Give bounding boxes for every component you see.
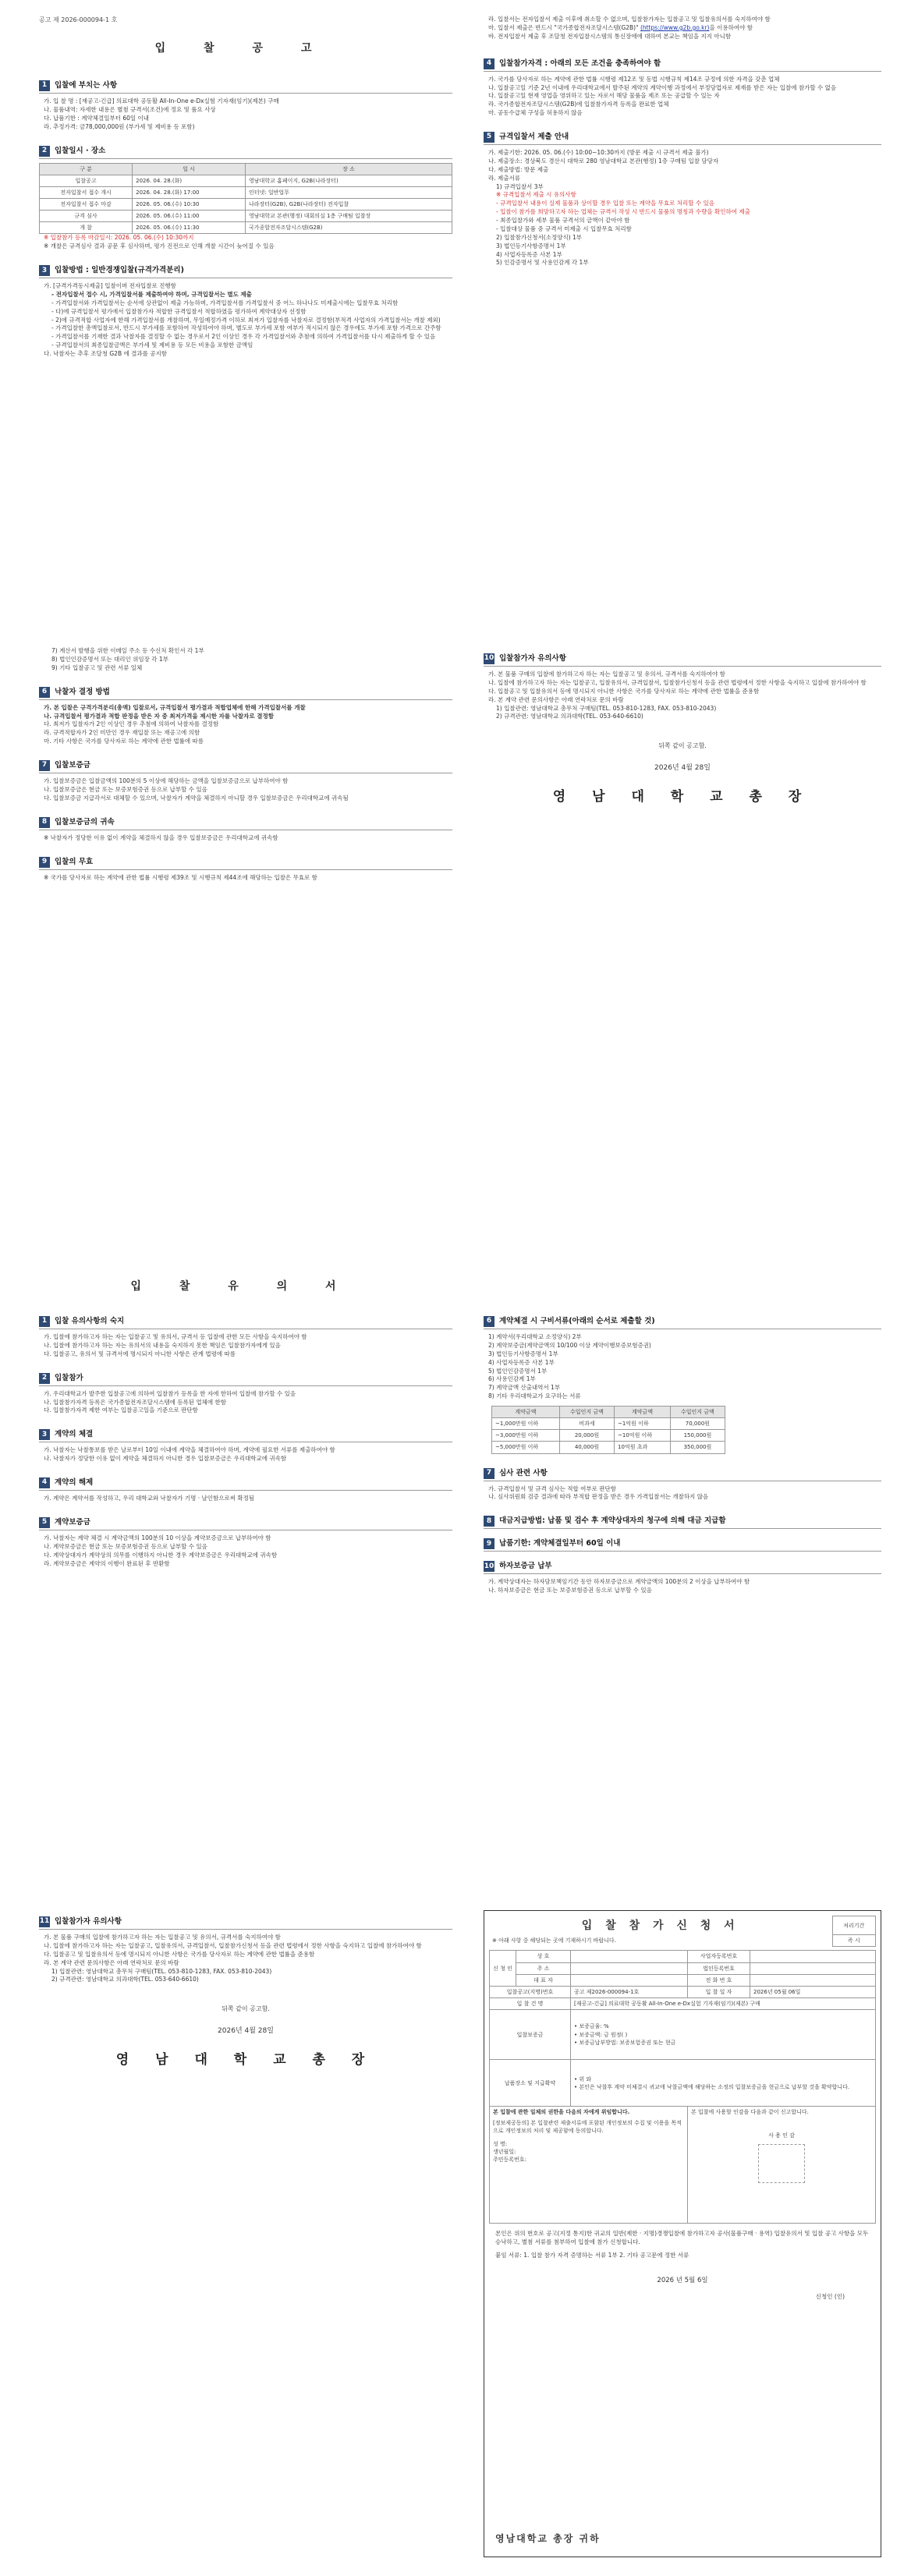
section-3-line: 다. 낙찰자는 추후 조달청 G2B 에 결과를 공지함: [44, 350, 167, 358]
guide-section-4-header: 4 계약의 해제: [39, 1477, 452, 1491]
processing-value: 즉 시: [832, 1935, 876, 1947]
guide-line: 나. 계약보증금은 현금 또는 보증보험증권 등으로 납부할 수 있음: [44, 1542, 207, 1550]
section-2-header: 2 입찰일시 · 장소: [39, 146, 452, 159]
section-10-line: 가. 본 물품 구매의 입찰에 참가하고자 하는 자는 입찰공고 및 유의서, 규격서를 숙지하여야 함: [488, 671, 725, 678]
section-5-line: 라. 제출서류: [488, 174, 520, 182]
bid-name-label: 입 찰 건 명: [490, 1998, 571, 2010]
section-7-line: 나. 입찰보증금은 현금 또는 보증보험증권 등으로 납부할 수 있음: [44, 785, 207, 793]
agent-id[interactable]: 주민등록번호:: [493, 2156, 526, 2163]
notice-title: 입 찰 공 고: [154, 42, 329, 55]
section-5-line: - 입찰이 참가를 희망하고자 하는 업체는 규격서 작성 시 반드시 물품의 명칭과 수량을 확인하여 제출: [496, 208, 750, 216]
section-1-line: 가. 입 찰 명 : [재공고-긴급] 의료대학 공동활 All-In-One e-Dx실험 기자재(임기)(제본) 구매: [44, 97, 279, 104]
section-7-line: 가. 입찰보증금은 입찰금액의 100분의 5 이상에 해당하는 금액을 입찰보증금으로 납부하여야 함: [44, 777, 289, 784]
section-5-line: 1) 규격입찰서 3부: [496, 182, 544, 190]
guide-line: 나. 입찰에 참가하고자 하는 자는 입찰공고, 입찰유의서, 규격입찰서, 입찰참가신청서 등을 관련 법령에서 정한 사항을 숙지하고 입찰에 참가하여야 함: [44, 1941, 422, 1949]
stamp-header: 계약금액: [492, 1407, 560, 1418]
notice-right-column: [484, 16, 881, 267]
table-row: 입찰공고 2026. 04. 28.(화) 영남대학교 홈페이지, G2B(나라장터): [40, 175, 452, 186]
section-3-header: 3 입찰방법 : 일반경쟁입찰(규격가격분리): [39, 265, 452, 278]
applicant-table: [489, 1950, 876, 2224]
table-row: ~5,000만원 이하 40,000원 10억원 초과 350,000원: [492, 1442, 725, 1453]
table-row: ~3,000만원 이하 20,000원 ~10억원 이하 150,000원: [492, 1430, 725, 1442]
section-1-line: 다. 납품기한 : 계약체결일부터 60일 이내: [44, 114, 150, 122]
section-3-line: - 가격입찰한 총액입찰로서, 반드시 부가세를 포함하여 작성하여야 하며, 별도로 부가세 포함 여부가 적시되지 않은 경우에도 부가세 포함 가격으로 간주함: [51, 324, 441, 332]
application-body: 본인은 위의 번호로 공고(지정 통지)한 귀교의 일반(제한 · 지명)경쟁입찰에 참가하고자 공사(물품구매 · 용역) 입찰유의서 및 입찰 공고 사항을 모두 승낙하고, 별첨 서류를 첨부하여 입찰에 참가 신청합니다.: [495, 2230, 869, 2246]
bid-date-value: 2026년 05월 06일: [750, 1986, 876, 1997]
table-row: [490, 2010, 876, 2060]
seal-box[interactable]: [758, 2144, 805, 2183]
guide-line: 나. 입찰참가자격 등록은 국가종합전자조달시스템에 등록된 업체에 한함: [44, 1398, 227, 1406]
guide-line: 라. 본 계약 관련 문의사항은 아래 연락처로 문의 바람: [44, 1959, 179, 1966]
phone-field[interactable]: [750, 1974, 876, 1986]
section-5-continued: 9) 기타 입찰공고 및 관련 서류 일체: [51, 663, 143, 671]
schedule-note: ※ 입찰참가 등록 마감일시: 2026. 05. 06.(수) 10:30까지: [44, 234, 194, 242]
guide-line: 가. 규격입찰서 및 규격 심사는 적합 여부로 판단함: [488, 1484, 616, 1492]
section-4-line: 가. 국가를 당사자로 하는 계약에 관한 법률 시행령 제12조 및 동법 시행규칙 제14조 규정에 의한 자격을 갖춘 업체: [488, 75, 780, 83]
table-row: 개 찰 2026. 05. 06.(수) 11:30 국가종합전자조달시스템(G2B): [40, 222, 452, 234]
guide-line: 2) 규격관련: 영남대학교 의과대학(TEL. 053-640-6610): [51, 1976, 199, 1983]
agent-name[interactable]: 성 명:: [493, 2140, 508, 2147]
table-row: 전자입찰서 접수 마감 2026. 05. 06.(수) 10:30 나라장터(G2B), G2B(나라장터) 전자입찰: [40, 198, 452, 210]
section-3-line: - 다)에 규격입찰서 평가에서 입찰참가자 적합한 규격입찰서 적합하였을 평가하여 계약대상자 선정함: [51, 307, 307, 315]
schedule-header: 일 시: [133, 163, 246, 175]
deposit-method: • 보증금납부방법: 보증보험증권 또는 현금: [574, 2039, 676, 2046]
section-9-header: 9 입찰의 무효: [39, 857, 452, 870]
delegation-title: 본 입찰에 관한 일체의 권한을 다음의 자에게 위임합니다.: [493, 2109, 630, 2116]
schedule-header: 구 분: [40, 163, 133, 175]
application-form: [484, 1910, 881, 2557]
notice-left-column: [39, 74, 452, 359]
table-row: 납품장소 및 지급확약 • 위 와 • 본인은 낙찰후 계약 미체결시 귀교에 낙찰금액에 해당하는 소정의 입찰보증금을 현금으로 납부할 것을 확약합니다.: [490, 2060, 876, 2107]
guide-org: 영 남 대 학 교 총 장: [115, 2051, 376, 2068]
notice-page-2: [0, 647, 911, 1240]
guide-title: 입 찰 유 의 서: [130, 1280, 353, 1293]
guide-closing: 뒤쪽 같이 공고함.: [222, 2005, 270, 2013]
guide-section-6-header: 6 계약체결 시 구비서류(아래의 순서로 제출할 것): [484, 1316, 881, 1329]
closing-text: 뒤쪽 같이 공고함.: [658, 742, 707, 750]
section-5-line: - 규격입찰서 내용이 실제 물품과 상이할 경우 입찰 또는 계약을 무효로 처리할 수 있음: [496, 200, 715, 207]
section-5-continued: 7) 계산서 발행을 위한 이메일 주소 등 수신처 확인서 각 1부: [51, 647, 204, 654]
guide-line: 나. 낙찰자가 정당한 이유 없이 계약을 체결하지 아니한 경우 입찰보증금은 우리대학교에 귀속함: [44, 1455, 287, 1463]
guide-line: 가. 낙찰자는 계약 체결 시 계약금액의 100분의 10 이상을 계약보증금으로 납부하여야 함: [44, 1534, 271, 1541]
notice-number-label: 입찰공고(지명)번호: [490, 1986, 571, 1997]
table-row: 대 표 자 전 화 번 호: [490, 1974, 876, 1986]
section-3-line: - 규격입찰서의 최종입찰금액은 부가세 및 제비용 등 모든 비용을 포함한 금액임: [51, 341, 253, 349]
guide-section-11-header: 11 입찰참가자 유의사항: [39, 1916, 452, 1930]
guide-line: 다. 입찰공고 및 입찰유의서 등에 명시되지 아니한 사항은 국가를 당사자로 하는 계약에 관한 법률을 준용함: [44, 1950, 315, 1958]
representative-field[interactable]: [571, 1974, 688, 1986]
table-row: 전자입찰서 접수 개시 2026. 04. 28.(화) 17:00 인터넷: 일반업무: [40, 186, 452, 198]
schedule-note: ※ 개찰은 규격심사 결과 공문 후 심사하며, 평가 진전으로 인해 개찰 시간이 늦어질 수 있음: [44, 242, 275, 250]
guide-section-10-header: 10 하자보증금 납부: [484, 1561, 881, 1574]
notice-right-column-2: [484, 647, 881, 807]
table-row: ~1,000만원 이하 비과세 ~1억원 이하 70,000원: [492, 1418, 725, 1430]
deposit-label: 입찰보증금: [490, 2010, 571, 2060]
section-4-line: 나. 입찰공고일 기준 2년 이내에 우리대학교에서 발주된 계약의 계약이행 과정에서 부정당업자로 제재를 받은 자는 입찰에 참가할 수 없음: [488, 83, 837, 91]
attachments: 붙임 서류: 1. 입찰 참가 자격 증명하는 서류 1부 2. 기타 공고문에 정한 서류: [495, 2251, 689, 2259]
right-intro-line: 바. 전자입찰서 제출 후 조달청 전자입찰시스템의 통신장애에 대하여 본교는 책임을 지지 아니함: [488, 32, 732, 40]
seal-label: 사 용 인 감: [768, 2132, 795, 2139]
guide-line: 8) 기타 우리대학교가 요구하는 서류: [488, 1392, 581, 1400]
guide-line: 1) 입찰관련: 영남대학교 총무처 구매팀(TEL. 053-810-1283, FAX. 053-810-2043): [51, 1967, 272, 1975]
corp-number-field[interactable]: [750, 1962, 876, 1974]
guide-section-9-header: 9 납품기한: 계약체결일부터 60일 이내: [484, 1538, 881, 1552]
guide-line: 라. 계약보증금은 계약의 이행이 완료된 후 반환함: [44, 1559, 170, 1567]
notice-date: 2026년 4월 28일: [654, 763, 711, 772]
form-footer: 영남대학교 총장 귀하: [495, 2532, 601, 2544]
guide-line: 다. 계약상대자가 계약상의 의무를 이행하지 아니한 경우 계약보증금은 우리대학교에 귀속함: [44, 1551, 278, 1559]
guide-section-8-header: 8 대금지급방법: 납품 및 검수 후 계약상대자의 청구에 의해 대금 지급함: [484, 1516, 881, 1529]
guide-line: 다. 입찰공고, 유의서 및 규격서에 명시되지 아니한 사항은 관계 법령에 따름: [44, 1350, 236, 1357]
section-3-line: - 2)에 규격적합 사업자에 한해 가격입찰서를 개찰하며, 무일예정가격 이하로 최저가 입찰자를 낙찰자로 결정함(부적격 사업자의 가격입찰서는 개찰 제외): [51, 316, 441, 324]
processing-label: 처리기간: [832, 1916, 876, 1935]
section-3-line: - 가격입찰서와 가격입찰서는 순서에 상관없이 제출 가능하며, 가격입찰서를 가격입찰서 중 어느 하나나도 미제출시에는 입찰무효 처리함: [51, 299, 399, 306]
guide-line: 나. 입찰에 참가하고자 하는 자는 유의서의 내용을 숙지하지 못한 책임은 입찰참가자에게 있음: [44, 1341, 281, 1349]
guide-right-column: [484, 1310, 881, 1595]
section-10-line: 다. 입찰공고 및 입찰유의서 등에 명시되지 아니한 사항은 국가를 당사자로 하는 계약에 관한 법률을 준용함: [488, 687, 760, 695]
address-field[interactable]: [571, 1962, 688, 1974]
section-4-line: 다. 입찰공고일 현재 영업을 영위하고 있는 자로서 해당 물품을 제조 또는 공급할 수 있는 자: [488, 92, 720, 100]
section-10-header: 10 입찰참가자 유의사항: [484, 653, 881, 667]
table-row: 본 입찰에 관한 일체의 권한을 다음의 자에게 위임합니다. [정보제공동의] 본 입찰관련 제출서류에 포함된 개인정보의 수집 및 이용을 목적으로 개인정보의 처리 및 제공함에 동의합니다. 성 명: 생년월일: 주민등록번호: 본 입찰에 사용할 인감을 다음과 같이 신고합니다. 사 용 인 감: [490, 2107, 876, 2224]
form-note: ※ 아래 사항 중 해당되는 곳에 기재하시기 바랍니다.: [492, 1937, 616, 1944]
stamp-header: 계약금액: [615, 1407, 671, 1418]
guide-date: 2026년 4월 28일: [218, 2026, 274, 2035]
section-10-line: 2) 규격관련: 영남대학교 의과대학(TEL. 053-640-6610): [496, 713, 643, 720]
guide-line: 6) 사용인감계 1부: [488, 1375, 536, 1383]
section-9-line: ※ 국가를 당사자로 하는 계약에 관한 법률 시행령 제39조 및 시행규칙 제44조에 해당하는 입찰은 무효로 함: [44, 873, 317, 881]
section-5-line: - 입찰대상 물품 중 규격서 미제출 시 입찰무효 처리함: [496, 225, 632, 232]
section-5-line: 2) 입찰참가신청서(소정양식) 1부: [496, 233, 583, 241]
section-8-line: ※ 낙찰자가 정당한 이유 없이 계약을 체결하지 않을 경우 입찰보증금은 우리대학교에 귀속함: [44, 833, 278, 841]
guide-line: 5) 법인인감증명서 1부: [488, 1367, 548, 1375]
guide-section-3-header: 3 계약의 체결: [39, 1429, 452, 1442]
section-5-line: 가. 제출기한: 2026. 05. 06.(수) 10:00~10:30까지 (방문 제출 시 규격서 제출 불가): [488, 149, 709, 156]
section-10-line: 1) 입찰관련: 영남대학교 총무처 구매팀(TEL. 053-810-1283, FAX. 053-810-2043): [496, 704, 717, 712]
section-7-line: 다. 입찰보증금 지급각서로 대체할 수 있으며, 낙찰자가 계약을 체결하지 아니할 경우 입찰보증금은 우리대학교에 귀속됨: [44, 794, 349, 801]
guide-line: 다. 입찰참가자격 제한 여부는 입찰공고일을 기준으로 판단함: [44, 1407, 198, 1414]
right-intro-line: 마. 입찰서 제출은 반드시 "국가종합전자조달시스템(G2B)" (https://www.g2b.go.kr)을 이용하여야 함: [488, 23, 753, 31]
section-6-line: 마. 기타 사항은 국가를 당사자로 하는 계약에 관한 법률에 따름: [44, 738, 204, 745]
section-1-line: 라. 추정가격: 금78,000,000원 (부가세 및 제비용 등 포함): [44, 122, 195, 130]
schedule-table: [39, 163, 452, 235]
company-name-field[interactable]: [571, 1951, 688, 1962]
guide-line: 가. 본 물품 구매의 입찰에 참가하고자 하는 자는 입찰공고 및 유의서, 규격서를 숙지하여야 함: [44, 1934, 281, 1941]
agent-birth[interactable]: 생년월일:: [493, 2148, 516, 2155]
section-4-line: 라. 국가종합전자조달시스템(G2B)에 입찰참가자격 등록을 완료한 업체: [488, 101, 669, 108]
section-5-line: 나. 제출장소: 경상북도 경산시 대학로 280 영남대학교 본관(행정) 1층 구매팀 입찰 담당자: [488, 157, 719, 165]
stamp-header: 수입인지 금액: [670, 1407, 725, 1418]
section-4-header: 4 입찰참가자격 : 아래의 모든 조건을 충족하여야 함: [484, 58, 881, 72]
right-intro-line: 라. 입찰서는 전자입찰서 제출 이후에 취소할 수 없으며, 입찰참가자는 입찰공고 및 입찰유의서를 숙지하여야 함: [488, 16, 771, 23]
guide-left-column-2: [39, 1910, 452, 2070]
bid-date-label: 입 찰 일 자: [688, 1986, 750, 1997]
section-5-line: - 최종입찰가와 세부 물품 규격서의 금액이 같아야 함: [496, 217, 630, 224]
notice-left-column-2: [39, 647, 452, 882]
section-7-header: 7 입찰보증금: [39, 760, 452, 773]
guide-section-7-header: 7 심사 관련 사항: [484, 1468, 881, 1481]
table-row: 규격 심사 2026. 05. 06.(수) 11:00 영남대학교 본관(행정) 대회의실 1층 구매팀 입찰장: [40, 211, 452, 222]
section-8-header: 8 입찰보증금의 귀속: [39, 817, 452, 830]
guide-left-column: [39, 1310, 452, 1568]
bid-name-value: [재공고-긴급] 의료대학 공동활 All-In-One e-Dx실험 기자재(임기)(제본) 구매: [571, 1998, 876, 2010]
section-6-line: 라. 규격적합자가 2인 미만인 경우 재입찰 또는 재공고에 의함: [44, 729, 200, 737]
section-5-line: 5) 인감증명서 및 사용인감계 각 1부: [496, 259, 589, 267]
guide-line: 나. 심사위원회 검증 결과에 따라 부적합 판정을 받은 경우 가격입찰서는 개찰하지 않음: [488, 1493, 709, 1501]
section-6-line: 나. 규격입찰서 평가결과 적합 판정을 받은 자 중 최저가격을 제시한 자를 낙찰자로 결정함: [44, 712, 274, 720]
notice-number-value: 공고 제2026-000094-1호: [571, 1986, 688, 1997]
guide-line: 3) 법인등기사항증명서 1부: [488, 1350, 558, 1357]
section-10-line: 라. 본 계약 관련 문의사항은 아래 연락처로 문의 바람: [488, 695, 624, 703]
section-5-header: 5 규격입찰서 제출 안내: [484, 132, 881, 145]
guide-line: 나. 하자보증금은 현금 또는 보증보험증권 등으로 납부할 수 있음: [488, 1587, 652, 1594]
guide-line: 가. 입찰에 참가하고자 하는 자는 입찰공고 및 유의서, 규격서 등 입찰에 관한 모든 사항을 숙지하여야 함: [44, 1333, 307, 1340]
guide-line: 7) 계약금액 산출내역서 1부: [488, 1384, 561, 1392]
form-header-table: [489, 1916, 876, 1947]
section-4-line: 마. 공동수급체 구성을 허용하지 않음: [488, 109, 583, 117]
guide-line: 가. 계약상대자는 하자담보책임기간 동안 하자보증금으로 계약금액의 100분의 2 이상을 납부하여야 함: [488, 1578, 750, 1586]
section-5-line: 다. 제출방법: 방문 제출: [488, 165, 549, 173]
notice-org: 영 남 대 학 교 총 장: [552, 788, 813, 805]
table-row: [490, 1998, 876, 2010]
guide-page: [0, 1263, 911, 1887]
section-3-line: - 전자입찰서 접수 시, 가격입찰서를 제출하여야 하며, 규격입찰서는 별도 제출: [51, 290, 252, 298]
applicant-label: 신 청 인: [490, 1951, 516, 1986]
guide-section-5-header: 5 계약보증금: [39, 1517, 452, 1530]
guide-line: 2) 계약보증금(계약금액의 10/100 이상 계약이행보증보험증권): [488, 1341, 651, 1349]
guide-section-2-header: 2 입찰참가: [39, 1373, 452, 1386]
guide-line: 4) 사업자등록증 사본 1부: [488, 1358, 555, 1366]
stamp-duty-table: [491, 1406, 725, 1454]
section-1-header: 1 입찰에 부치는 사항: [39, 80, 452, 94]
delivery-label: 납품장소 및 지급확약: [490, 2060, 571, 2107]
section-3-line: 가. [규격가격동시제출] 입찰이며 전자입찰로 진행함: [44, 282, 176, 290]
guide-line: 가. 낙찰자는 낙찰통보를 받은 날로부터 10일 이내에 계약을 체결하여야 하며, 계약에 필요한 서류를 제출하여야 함: [44, 1446, 335, 1454]
guide-section-1-header: 1 입찰 유의사항의 숙지: [39, 1316, 452, 1329]
schedule-header: 장 소: [246, 163, 452, 175]
table-row: [490, 1986, 876, 1997]
table-row: 주 소 법인등록번호: [490, 1962, 876, 1974]
section-5-continued: 8) 법인인감증명서 또는 대리인 위임장 각 1부: [51, 655, 168, 663]
section-1-line: 나. 물품내역: 자세한 내용은 별첨 규격서(조건)에 정요 및 품요 사상: [44, 105, 216, 113]
stamp-header: 수입인지 금액: [559, 1407, 614, 1418]
guide-line: 가. 계약은 계약서를 작성하고, 우리 대학교와 낙찰자가 기명 · 날인함으로써 확정됨: [44, 1495, 255, 1502]
form-title: 입 찰 참 가 신 청 서: [581, 1919, 739, 1932]
section-5-line: 3) 법인등기사항증명서 1부: [496, 242, 566, 249]
deposit-amount: • 보증금액: 금 원정( ): [574, 2031, 628, 2038]
section-5-line: ※ 규격입찰서 제출 시 유의사항: [496, 191, 576, 199]
notice-reference: 공고 제 2026-000094-1 호: [39, 16, 118, 23]
deposit-rate: • 보증금율: %: [574, 2023, 609, 2030]
section-6-line: 다. 최저가 입찰자가 2인 이상인 경우 추첨에 의하여 낙찰자를 결정함: [44, 720, 219, 728]
guide-line: 가. 우리대학교가 발주한 입찰공고에 의하여 입찰참가 등록을 한 자에 한하여 입찰에 참가할 수 있음: [44, 1389, 296, 1397]
table-row: 신 청 인 상 호 사업자등록번호: [490, 1951, 876, 1962]
guide-line: 1) 계약서(우리대학교 소정양식) 2부: [488, 1333, 582, 1340]
application-date: 2026 년 5월 6일: [657, 2276, 708, 2284]
application-page: [0, 1910, 911, 2573]
business-number-field[interactable]: [750, 1951, 876, 1962]
notice-page: [0, 0, 911, 616]
section-6-header: 6 낙찰자 결정 방법: [39, 687, 452, 700]
section-3-line: - 가격입찰서를 기재한 결과 낙찰자를 결정할 수 없는 경우로서 2인 이상인 경우 각 가격입찰서와 추첨에 의하여 가격입찰서를 다시 제출하게 할 수 있음: [51, 333, 436, 341]
section-10-line: 나. 입찰에 참가하고자 하는 자는 입찰공고, 입찰유의서, 규격입찰서, 입찰참가신청서 등을 관련 법령에서 정한 사항을 숙지하고 입찰에 참가하여야 함: [488, 678, 867, 686]
applicant-signature[interactable]: 신청인 (인): [815, 2293, 845, 2301]
section-6-line: 가. 본 입찰은 규격가격분리(총액) 입찰로서, 규격입찰서 평가결과 적합업체에 한해 가격입찰서를 개찰: [44, 703, 306, 711]
section-5-line: 4) 사업자등록증 사본 1부: [496, 250, 562, 258]
